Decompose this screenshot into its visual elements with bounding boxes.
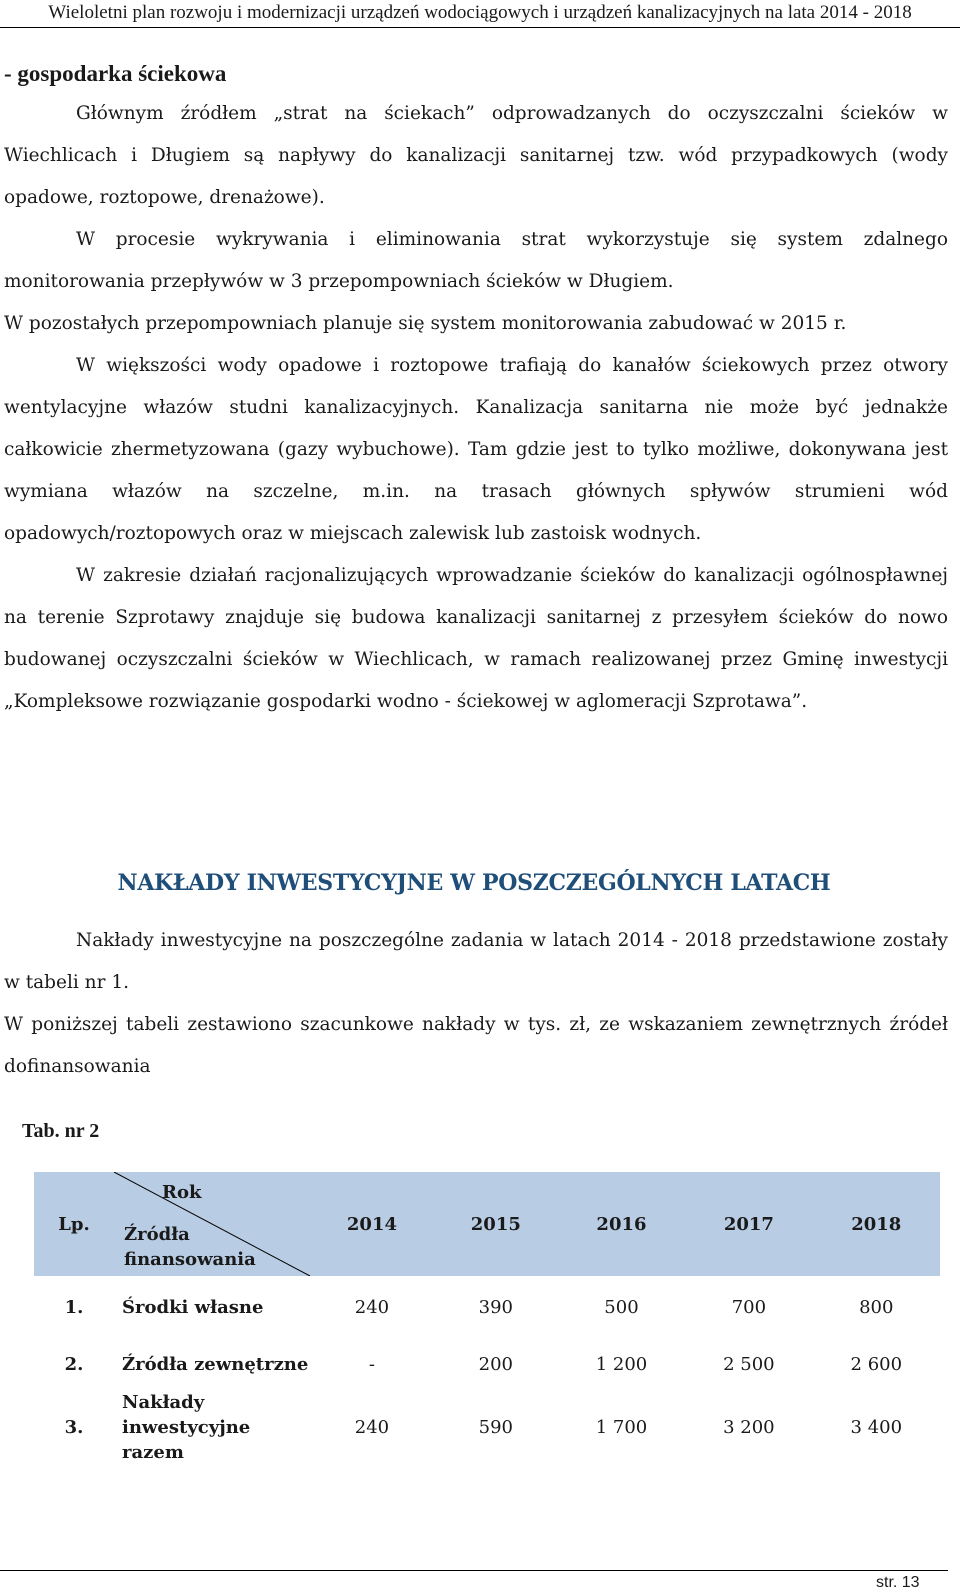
cell-2017: 700 <box>731 1296 767 1318</box>
header-year-2017: 2017 <box>685 1172 812 1276</box>
row-source: Nakłady inwestycyjne razem <box>122 1392 251 1463</box>
cell-2014: 240 <box>354 1296 390 1318</box>
section-heading: - gospodarka ściekowa <box>4 61 227 86</box>
header-year-2015: 2015 <box>434 1172 558 1276</box>
footer-divider <box>0 1570 948 1571</box>
header-lp: Lp. <box>34 1172 114 1276</box>
cell-2015: 200 <box>478 1353 514 1375</box>
cell-2016: 1 700 <box>595 1417 648 1438</box>
investment-table <box>34 1172 940 1465</box>
row-lp: 1. <box>64 1296 84 1318</box>
header-year-2018: 2018 <box>813 1172 940 1276</box>
cell-2014: 240 <box>354 1417 390 1438</box>
table-header-row <box>34 1172 940 1276</box>
cell-2015: 390 <box>478 1296 514 1318</box>
row-lp: 3. <box>64 1417 84 1438</box>
header-divider <box>0 27 960 28</box>
table-label: Tab. nr 2 <box>22 1120 100 1142</box>
cell-2018: 2 600 <box>850 1353 903 1375</box>
table-row <box>34 1276 940 1338</box>
cell-2014: - <box>368 1353 375 1375</box>
cell-2016: 500 <box>604 1296 639 1318</box>
paragraph-table-description: W poniższej tabeli zestawiono szacunkowe nakłady w tys. zł, ze wskazaniem zewnętrznych źródeł dofinansowania <box>4 1014 948 1077</box>
header-diagonal-cell <box>114 1172 310 1276</box>
row-source: Źródła zewnętrzne <box>122 1353 309 1375</box>
paragraph-sewer-construction: W zakresie działań racjonalizujących wprowadzanie ścieków do kanalizacji ogólnospławnej na terenie Szprotawy znajduje się budowa kanalizacji sanitarnej z przesyłem ścieków do nowo budowanej oczyszczalni ścieków w Wiechlicach, w ramach realizowanej przez Gminę inwestycji „Kompleksowe rozwiązanie gospodarki wodno - ściekowej w aglomeracji Szprotawa”. <box>4 565 948 712</box>
cell-2017: 2 500 <box>723 1353 775 1375</box>
paragraph-monitoring-plan: W pozostałych przepompowniach planuje się system monitorowania zabudować w 2015 r. <box>4 313 847 334</box>
cell-2015: 590 <box>478 1417 514 1438</box>
investments-heading: NAKŁADY INWESTYCYJNE W POSZCZEGÓLNYCH LATACH <box>117 870 831 896</box>
cell-2016: 1 200 <box>595 1353 648 1375</box>
paragraph-sources-of-losses: Głównym źródłem „strat na ściekach” odprowadzanych do oczyszczalni ścieków w Wiechlicach i Długiem są napływy do kanalizacji sanitarnej tzw. wód przypadkowych (wody opadowe, roztopowe, drenażowe). <box>4 103 948 208</box>
page-header <box>0 0 960 40</box>
row-lp: 2. <box>64 1353 84 1375</box>
paragraph-manholes: W większości wody opadowe i roztopowe trafiają do kanałów ściekowych przez otwory wentylacyjne włazów studni kanalizacyjnych. Kanalizacja sanitarna nie może być jednakże całkowicie zhermetyzowana (gazy wybuchowe). Tam gdzie jest to tylko możliwe, dokonywana jest wymiana włazów na szczelne, m.in. na trasach głównych spływów strumieni wód opadowych/roztopowych oraz w miejscach zalewisk lub zastoisk wodnych. <box>4 355 948 544</box>
table-row <box>34 1338 940 1390</box>
page-number: str. 13 <box>876 1574 920 1591</box>
cell-2018: 3 400 <box>850 1417 903 1438</box>
document-title: Wieloletni plan rozwoju i modernizacji urządzeń wodociągowych i urządzeń kanalizacyjnych na lata 2014 - 2018 <box>48 2 912 23</box>
row-source: Środki własne <box>122 1296 264 1318</box>
header-year-label: Rok <box>162 1182 202 1203</box>
paragraph-investments-intro: Nakłady inwestycyjne na poszczególne zadania w latach 2014 - 2018 przedstawione zostały w tabeli nr 1. <box>4 930 948 993</box>
header-year-2014: 2014 <box>310 1172 434 1276</box>
header-year-2016: 2016 <box>558 1172 685 1276</box>
cell-2017: 3 200 <box>723 1417 775 1438</box>
table-row <box>34 1390 940 1465</box>
header-sources-label: Źródła finansowania <box>124 1224 256 1270</box>
paragraph-monitoring: W procesie wykrywania i eliminowania strat wykorzystuje się system zdalnego monitorowania przepływów w 3 przepompowniach ścieków w Długiem. <box>4 229 948 292</box>
cell-2018: 800 <box>859 1296 894 1318</box>
